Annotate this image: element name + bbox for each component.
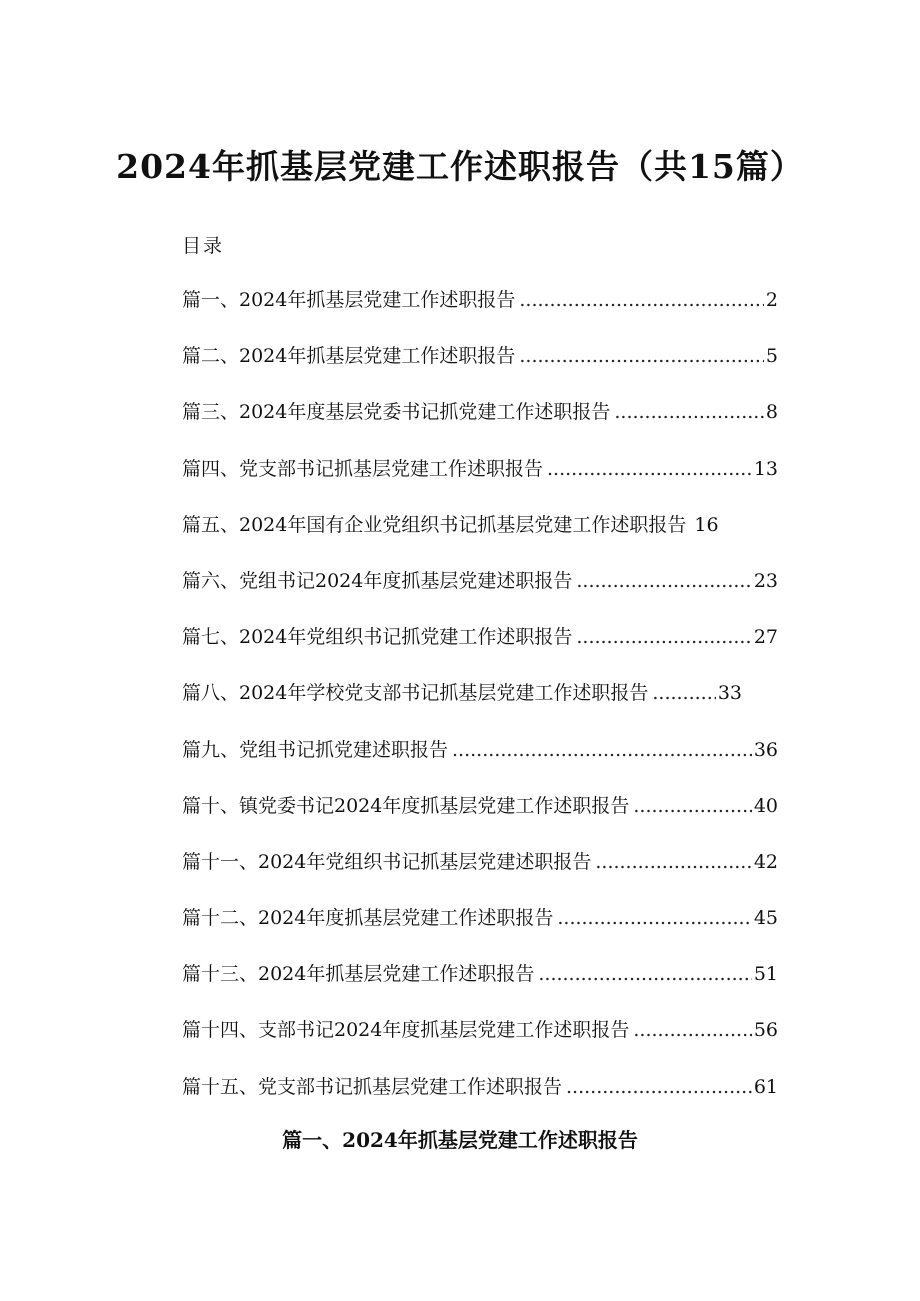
toc-item-12[interactable] bbox=[182, 903, 778, 959]
toc-leader-dots bbox=[547, 454, 752, 484]
toc-leader-dots bbox=[538, 959, 751, 989]
toc-leader-dots bbox=[576, 566, 751, 596]
toc-leader-dots bbox=[519, 341, 764, 371]
section-heading: 篇一、2024年抓基层党建工作述职报告 bbox=[282, 1128, 638, 1152]
toc-page-number: 36 bbox=[753, 738, 778, 761]
toc-item-label: 篇四、党支部书记抓基层党建工作述职报告 bbox=[182, 457, 544, 480]
toc-leader-dots bbox=[633, 791, 751, 821]
toc-page-number: 42 bbox=[753, 850, 778, 873]
toc-item-14[interactable] bbox=[182, 1015, 778, 1071]
toc-item-4[interactable] bbox=[182, 454, 778, 510]
toc-item-15[interactable] bbox=[182, 1072, 778, 1128]
toc-item-label: 篇八、2024年学校党支部书记抓基层党建工作述职报告 bbox=[182, 682, 649, 705]
toc-item-13[interactable] bbox=[182, 959, 778, 1015]
toc-item-7[interactable] bbox=[182, 622, 778, 678]
toc-item-label: 篇二、2024年抓基层党建工作述职报告 bbox=[182, 345, 516, 368]
table-of-contents bbox=[182, 285, 778, 1128]
toc-item-label: 篇十一、2024年党组织书记抓基层党建述职报告 bbox=[182, 850, 592, 873]
toc-leader-dots bbox=[452, 735, 752, 765]
toc-page-number: 27 bbox=[753, 626, 778, 649]
toc-item-11[interactable] bbox=[182, 847, 778, 903]
toc-item-2[interactable] bbox=[182, 341, 778, 397]
toc-item-label: 篇三、2024年度基层党委书记抓党建工作述职报告 bbox=[182, 401, 611, 424]
toc-page-number: 8 bbox=[765, 401, 778, 424]
toc-heading: 目录 bbox=[182, 235, 225, 257]
toc-item-3[interactable] bbox=[182, 397, 778, 453]
toc-leader-dots bbox=[557, 903, 751, 933]
toc-page-number: 61 bbox=[753, 1075, 778, 1098]
toc-leader-dots bbox=[576, 622, 751, 652]
toc-item-5[interactable] bbox=[182, 510, 778, 566]
toc-page-number: 33 bbox=[717, 682, 742, 705]
toc-page-number: 40 bbox=[753, 794, 778, 817]
document-title: 2024年抓基层党建工作述职报告（共15篇） bbox=[116, 147, 804, 186]
toc-item-8[interactable] bbox=[182, 678, 742, 734]
toc-leader-dots bbox=[595, 847, 751, 877]
toc-leader-dots bbox=[519, 285, 764, 315]
toc-page-number: 16 bbox=[694, 513, 719, 536]
toc-item-1[interactable] bbox=[182, 285, 778, 341]
toc-leader-dots bbox=[614, 397, 764, 427]
toc-item-6[interactable] bbox=[182, 566, 778, 622]
toc-page-number: 13 bbox=[753, 457, 778, 480]
toc-page-number: 51 bbox=[753, 963, 778, 986]
toc-page-number: 2 bbox=[765, 289, 778, 311]
toc-item-label: 篇十五、党支部书记抓基层党建工作述职报告 bbox=[182, 1075, 563, 1098]
toc-page-number: 45 bbox=[753, 907, 778, 930]
toc-leader-dots bbox=[633, 1015, 751, 1045]
toc-item-label: 篇六、党组书记2024年度抓基层党建述职报告 bbox=[182, 569, 573, 592]
toc-item-label: 篇一、2024年抓基层党建工作述职报告 bbox=[182, 289, 516, 311]
toc-page-number: 5 bbox=[765, 345, 778, 368]
toc-page-number: 56 bbox=[753, 1019, 778, 1042]
toc-item-10[interactable] bbox=[182, 791, 778, 847]
toc-item-label: 篇五、2024年国有企业党组织书记抓基层党建工作述职报告 bbox=[182, 513, 687, 536]
toc-item-label: 篇十、镇党委书记2024年度抓基层党建工作述职报告 bbox=[182, 794, 630, 817]
toc-item-9[interactable] bbox=[182, 735, 778, 791]
toc-leader-dots bbox=[652, 678, 715, 708]
toc-leader-dots bbox=[566, 1072, 752, 1102]
toc-item-label: 篇九、党组书记抓党建述职报告 bbox=[182, 738, 449, 761]
toc-item-label: 篇十二、2024年度抓基层党建工作述职报告 bbox=[182, 907, 554, 930]
toc-item-label: 篇十四、支部书记2024年度抓基层党建工作述职报告 bbox=[182, 1019, 630, 1042]
toc-item-label: 篇十三、2024年抓基层党建工作述职报告 bbox=[182, 963, 535, 986]
toc-page-number: 23 bbox=[753, 569, 778, 592]
toc-item-label: 篇七、2024年党组织书记抓党建工作述职报告 bbox=[182, 626, 573, 649]
